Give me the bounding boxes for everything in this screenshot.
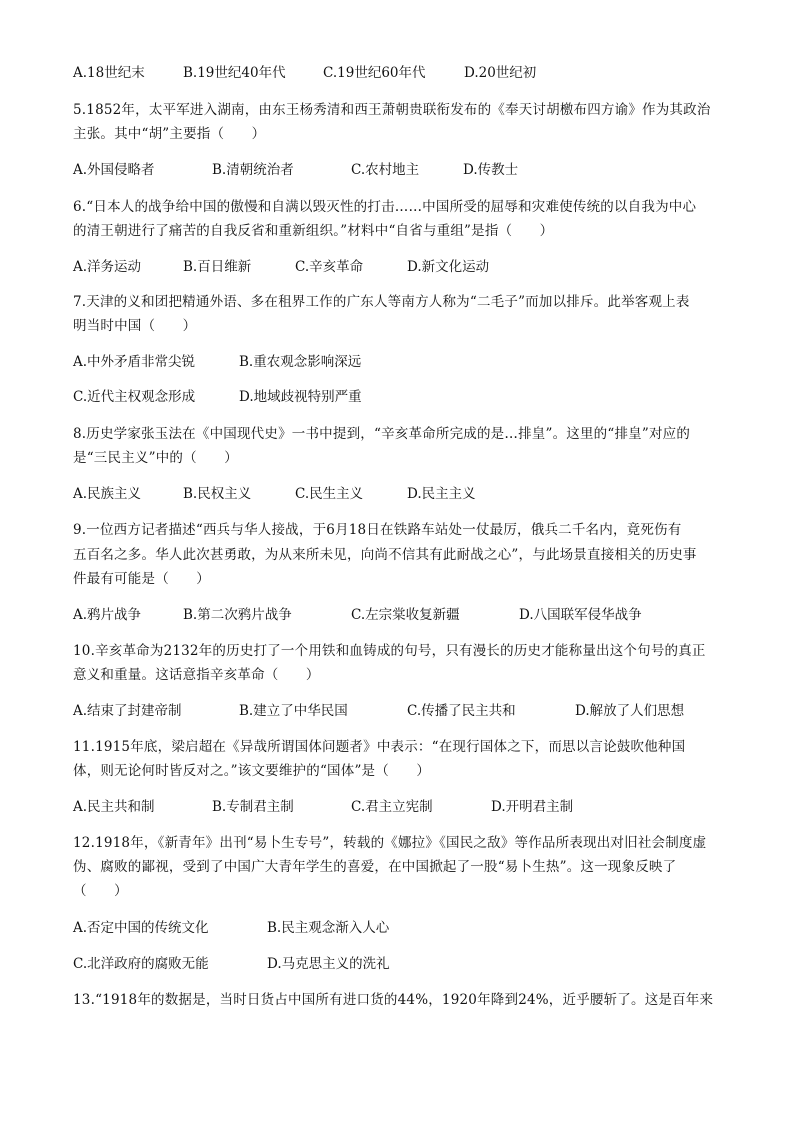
q13-stem-line-1: 13.“1918年的数据是，当时日货占中国所有进口货的44%，1920年降到24%，近乎腰斩了。这是百年来 — [73, 992, 714, 1008]
q5-options — [73, 160, 733, 180]
q5-option-d: D.传教士 — [463, 162, 519, 178]
q6-stem-line-2: 的清王朝进行了痛苦的自我反省和重新组织。”材料中“自省与重组”是指（ ） — [73, 223, 554, 239]
q9-option-a: A.鸦片战争 — [73, 607, 142, 623]
q11-option-d: D.开明君主制 — [491, 799, 574, 815]
q7-options-row-1 — [73, 352, 733, 372]
q7-option-b: B.重农观念影响深远 — [239, 354, 362, 370]
q12-options-row-2 — [73, 954, 733, 974]
q10-stem-line-1: 10.辛亥革命为2132年的历史打了一个用铁和血铸成的句号，只有漫长的历史才能称量出这个句号的真正 — [73, 643, 706, 659]
q8-stem-line-1: 8.历史学家张玉法在《中国现代史》一书中提到，“辛亥革命所完成的是…排皇”。这里的“排皇”对应的 — [73, 426, 691, 442]
q6-option-c: C.辛亥革命 — [295, 259, 364, 275]
q8-option-d: D.民主主义 — [407, 486, 476, 502]
q5-option-a: A.外国侵略者 — [73, 162, 155, 178]
q12-stem-line-1: 12.1918年，《新青年》出刊“易卜生专号”，转载的《娜拉》《国民之敌》等作品所表现出对旧社会制度虚 — [73, 835, 707, 851]
q12-stem-line-2: 伪、腐败的鄙视，受到了中国广大青年学生的喜爱，在中国掀起了一股“易卜生热”。这一现象反映了 — [73, 859, 677, 875]
q8-option-c: C.民生主义 — [295, 486, 364, 502]
q4-options — [73, 63, 733, 83]
q9-option-b: B.第二次鸦片战争 — [183, 607, 292, 623]
q6-option-a: A.洋务运动 — [73, 259, 142, 275]
q12-option-d: D.马克思主义的洗礼 — [267, 956, 390, 972]
q6-option-d: D.新文化运动 — [407, 259, 490, 275]
q5-option-b: B.清朝统治者 — [212, 162, 294, 178]
q5-stem-line-2: 主张。其中“胡”主要指（ ） — [73, 126, 266, 142]
q11-stem-line-2: 体，则无论何时皆反对之。”该文要维护的“国体”是（ ） — [73, 763, 431, 779]
q9-option-d: D.八国联军侵华战争 — [519, 607, 642, 623]
q11-options — [73, 797, 733, 817]
q4-option-d: D.20世纪初 — [464, 65, 537, 81]
q12-option-c: C.北洋政府的腐败无能 — [73, 956, 209, 972]
q11-option-c: C.君主立宪制 — [351, 799, 433, 815]
q8-stem-line-2: 是“三民主义”中的（ ） — [73, 450, 238, 466]
q10-options — [73, 701, 733, 721]
q10-option-c: C.传播了民主共和 — [407, 703, 516, 719]
q4-option-a: A.18世纪末 — [73, 65, 145, 81]
q6-option-b: B.百日维新 — [183, 259, 252, 275]
q7-stem-line-1: 7.天津的义和团把精通外语、多在租界工作的广东人等南方人称为“二毛子”而加以排斥。此举客观上表 — [73, 294, 690, 310]
q12-options-row-1 — [73, 918, 733, 938]
q7-option-d: D.地域歧视特别严重 — [239, 389, 362, 405]
q4-option-b: B.19世纪40年代 — [183, 65, 286, 81]
q7-options-row-2 — [73, 387, 733, 407]
q10-stem-line-2: 意义和重量。这话意指辛亥革命（ ） — [73, 667, 320, 683]
q12-stem-line-3: （ ） — [73, 883, 128, 899]
q10-option-a: A.结束了封建帝制 — [73, 703, 182, 719]
q10-option-b: B.建立了中华民国 — [239, 703, 348, 719]
q9-stem-line-1: 9.一位西方记者描述“西兵与华人接战，于6月18日在铁路车站处一仗最厉，俄兵二千名内，竟死伤有 — [73, 522, 682, 538]
q6-stem-line-1: 6.“日本人的战争给中国的傲慢和自满以毁灭性的打击……中国所受的屈辱和灾难使传统的以自我为中心 — [73, 199, 697, 215]
q8-option-a: A.民族主义 — [73, 486, 142, 502]
q7-option-c: C.近代主权观念形成 — [73, 389, 196, 405]
q9-option-c: C.左宗棠收复新疆 — [351, 607, 460, 623]
q11-option-a: A.民主共和制 — [73, 799, 155, 815]
q8-option-b: B.民权主义 — [183, 486, 252, 502]
q10-option-d: D.解放了人们思想 — [575, 703, 685, 719]
q5-option-c: C.农村地主 — [351, 162, 420, 178]
q7-stem-line-2: 明当时中国（ ） — [73, 318, 197, 334]
q4-option-c: C.19世纪60年代 — [323, 65, 426, 81]
q7-option-a: A.中外矛盾非常尖锐 — [73, 354, 196, 370]
q9-options — [73, 605, 733, 625]
q6-options — [73, 257, 733, 277]
q11-option-b: B.专制君主制 — [212, 799, 294, 815]
q12-option-a: A.否定中国的传统文化 — [73, 920, 209, 936]
q5-stem-line-1: 5.1852年，太平军进入湖南，由东王杨秀清和西王萧朝贵联衔发布的《奉天讨胡檄布四方谕》作为其政治 — [73, 102, 711, 118]
q8-options — [73, 484, 733, 504]
q12-option-b: B.民主观念渐入人心 — [267, 920, 390, 936]
q9-stem-line-2: 五百名之多。华人此次甚勇敢，为从来所未见，向尚不信其有此耐战之心”，与此场景直接相关的历史事 — [73, 547, 697, 563]
q11-stem-line-1: 11.1915年底，梁启超在《异哉所谓国体问题者》中表示：“在现行国体之下，而思以言论鼓吹他种国 — [73, 739, 686, 755]
q9-stem-line-3: 件最有可能是（ ） — [73, 571, 210, 587]
